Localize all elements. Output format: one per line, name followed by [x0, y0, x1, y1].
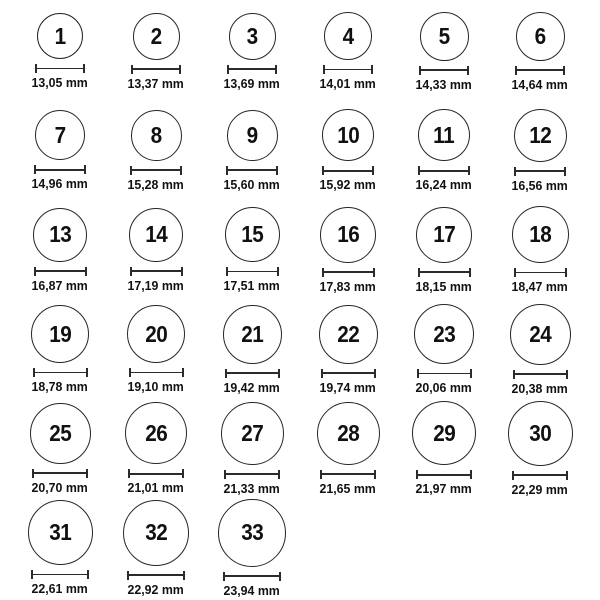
- ring-size-cell: [108, 399, 204, 498]
- ring-circle: [131, 110, 182, 161]
- ring-size-number: 13: [48, 221, 72, 248]
- ring-size-number: 8: [150, 121, 162, 148]
- ring-size-row: [12, 201, 588, 300]
- ring-circle: [33, 208, 87, 262]
- ring-circle: [508, 401, 573, 466]
- ring-size-cell: [108, 101, 204, 200]
- diameter-measure-line: [34, 267, 87, 276]
- ring-size-cell: [108, 2, 204, 101]
- ring-size-cell: [204, 2, 300, 101]
- ring-size-cell: [396, 300, 492, 399]
- ring-size-number: 9: [246, 121, 258, 148]
- diameter-measure-line: [227, 65, 277, 74]
- ring-size-cell: [12, 499, 108, 598]
- ring-size-cell: [396, 399, 492, 498]
- diameter-measure-line: [419, 66, 469, 75]
- ring-size-number: 19: [48, 320, 72, 347]
- ring-circle: [127, 305, 185, 363]
- ring-size-cell: [12, 101, 108, 200]
- ring-circle: [133, 13, 180, 60]
- ring-circle: [512, 206, 569, 263]
- diameter-label: 15,60 mm: [223, 176, 281, 192]
- diameter-measure-line: [417, 369, 472, 378]
- diameter-measure-line: [130, 267, 183, 276]
- ring-size-row: [12, 101, 588, 200]
- ring-circle: [30, 403, 91, 464]
- diameter-label: 14,96 mm: [31, 176, 89, 192]
- diameter-measure-line: [323, 65, 373, 74]
- diameter-label: 16,87 mm: [31, 277, 89, 293]
- ring-circle: [510, 304, 571, 365]
- ring-circle: [324, 12, 372, 60]
- diameter-label: 14,64 mm: [511, 76, 569, 92]
- diameter-label: 23,94 mm: [223, 582, 281, 598]
- diameter-label: 16,56 mm: [511, 177, 569, 193]
- diameter-label: 20,38 mm: [511, 380, 569, 396]
- diameter-measure-line: [514, 167, 566, 176]
- ring-size-cell: [12, 300, 108, 399]
- ring-size-cell: [300, 2, 396, 101]
- ring-size-cell: [204, 399, 300, 498]
- diameter-measure-line: [130, 166, 182, 175]
- diameter-measure-line: [127, 571, 185, 580]
- diameter-label: 19,42 mm: [223, 379, 281, 395]
- diameter-measure-line: [512, 471, 568, 480]
- diameter-label: 17,19 mm: [127, 277, 185, 293]
- ring-size-cell: [492, 300, 588, 399]
- ring-circle: [322, 109, 374, 161]
- ring-size-cell: [492, 399, 588, 498]
- diameter-label: 20,06 mm: [415, 380, 473, 396]
- diameter-measure-line: [515, 66, 565, 75]
- ring-size-cell: [492, 2, 588, 101]
- ring-size-row: [12, 300, 588, 399]
- diameter-label: 14,01 mm: [319, 76, 377, 92]
- diameter-measure-line: [129, 368, 184, 377]
- diameter-label: 22,92 mm: [127, 581, 185, 597]
- ring-size-number: 23: [432, 320, 456, 347]
- ring-circle: [317, 402, 380, 465]
- ring-size-number: 15: [240, 221, 264, 248]
- ring-size-cell: [300, 101, 396, 200]
- diameter-measure-line: [418, 268, 471, 277]
- diameter-measure-line: [131, 65, 181, 74]
- ring-size-number: 5: [438, 22, 450, 49]
- ring-circle: [229, 13, 276, 60]
- ring-size-number: 16: [336, 221, 360, 248]
- diameter-measure-line: [321, 369, 376, 378]
- ring-size-number: 28: [336, 419, 360, 446]
- ring-circle: [227, 110, 278, 161]
- ring-circle: [420, 12, 469, 61]
- diameter-label: 13,05 mm: [31, 75, 89, 91]
- ring-circle: [516, 12, 565, 61]
- ring-size-cell: [108, 499, 204, 598]
- ring-circle: [35, 110, 85, 160]
- ring-circle: [414, 304, 474, 364]
- diameter-measure-line: [322, 166, 374, 175]
- diameter-measure-line: [226, 166, 278, 175]
- ring-circle: [123, 500, 189, 566]
- ring-circle: [218, 499, 286, 567]
- ring-size-cell: [396, 201, 492, 300]
- ring-size-number: 7: [54, 121, 66, 148]
- ring-circle: [412, 401, 476, 465]
- ring-circle: [514, 109, 567, 162]
- diameter-label: 13,37 mm: [127, 75, 185, 91]
- ring-size-cell: [204, 201, 300, 300]
- diameter-measure-line: [31, 570, 89, 579]
- ring-size-number: 18: [528, 221, 552, 248]
- diameter-label: 21,65 mm: [319, 480, 377, 496]
- diameter-measure-line: [32, 469, 88, 478]
- diameter-measure-line: [34, 165, 86, 174]
- ring-size-cell: [204, 101, 300, 200]
- ring-size-row: [12, 399, 588, 498]
- diameter-measure-line: [128, 469, 184, 478]
- diameter-label: 16,24 mm: [415, 177, 473, 193]
- ring-circle: [416, 207, 472, 263]
- diameter-label: 21,33 mm: [223, 480, 281, 496]
- diameter-label: 20,70 mm: [31, 479, 89, 495]
- ring-size-number: 21: [240, 320, 264, 347]
- diameter-label: 18,78 mm: [31, 379, 89, 395]
- diameter-label: 15,28 mm: [127, 176, 185, 192]
- diameter-label: 17,83 mm: [319, 278, 377, 294]
- diameter-measure-line: [35, 64, 85, 73]
- ring-size-cell: [108, 201, 204, 300]
- diameter-label: 15,92 mm: [319, 177, 377, 193]
- ring-circle: [223, 305, 282, 364]
- ring-size-number: 26: [144, 419, 168, 446]
- diameter-label: 19,10 mm: [127, 379, 185, 395]
- ring-circle: [37, 13, 83, 59]
- ring-circle: [31, 305, 89, 363]
- diameter-measure-line: [225, 369, 280, 378]
- ring-size-number: 4: [342, 22, 354, 49]
- ring-size-number: 20: [144, 320, 168, 347]
- ring-circle: [221, 402, 284, 465]
- diameter-measure-line: [33, 368, 88, 377]
- ring-size-number: 32: [144, 519, 168, 546]
- ring-size-cell: [300, 201, 396, 300]
- diameter-measure-line: [226, 267, 279, 276]
- ring-size-number: 2: [150, 22, 162, 49]
- diameter-label: 17,51 mm: [223, 278, 281, 294]
- ring-size-cell: [300, 399, 396, 498]
- diameter-measure-line: [416, 470, 472, 479]
- ring-size-number: 31: [48, 519, 72, 546]
- diameter-label: 22,61 mm: [31, 581, 89, 597]
- diameter-label: 18,15 mm: [415, 278, 473, 294]
- diameter-measure-line: [513, 370, 568, 379]
- ring-size-cell: [12, 399, 108, 498]
- diameter-measure-line: [224, 470, 280, 479]
- ring-size-cell: [396, 2, 492, 101]
- diameter-label: 19,74 mm: [319, 379, 377, 395]
- ring-size-number: 3: [246, 22, 258, 49]
- diameter-label: 13,69 mm: [223, 75, 281, 91]
- ring-size-cell: [204, 300, 300, 399]
- diameter-label: 18,47 mm: [511, 279, 569, 295]
- diameter-label: 21,01 mm: [127, 480, 185, 496]
- diameter-measure-line: [514, 268, 567, 277]
- ring-circle: [129, 208, 183, 262]
- ring-size-number: 1: [54, 22, 66, 49]
- ring-size-number: 10: [336, 121, 360, 148]
- diameter-measure-line: [223, 572, 281, 581]
- ring-size-number: 33: [240, 519, 264, 546]
- ring-size-row: [12, 2, 588, 101]
- ring-circle: [125, 402, 187, 464]
- ring-size-cell: [492, 201, 588, 300]
- ring-size-cell: [12, 201, 108, 300]
- ring-size-number: 24: [528, 320, 552, 347]
- diameter-label: 14,33 mm: [415, 76, 473, 92]
- diameter-measure-line: [322, 268, 375, 277]
- diameter-label: 22,29 mm: [511, 481, 569, 497]
- ring-size-cell: [492, 101, 588, 200]
- ring-circle: [319, 305, 378, 364]
- ring-circle: [28, 500, 93, 565]
- ring-size-cell: [108, 300, 204, 399]
- ring-size-cell: [12, 2, 108, 101]
- diameter-label: 21,97 mm: [415, 481, 473, 497]
- ring-size-number: 12: [528, 121, 552, 148]
- ring-size-number: 22: [336, 320, 360, 347]
- ring-size-number: 6: [534, 22, 546, 49]
- ring-size-number: 25: [48, 419, 72, 446]
- ring-circle: [418, 109, 470, 161]
- ring-size-number: 17: [432, 221, 456, 248]
- ring-size-row: [12, 499, 588, 598]
- ring-circle: [225, 207, 280, 262]
- ring-size-number: 27: [240, 419, 264, 446]
- ring-size-cell: [204, 499, 300, 598]
- diameter-measure-line: [418, 166, 470, 175]
- ring-size-number: 29: [432, 419, 456, 446]
- ring-size-cell: [300, 300, 396, 399]
- ring-size-cell: [396, 101, 492, 200]
- ring-circle: [320, 207, 376, 263]
- ring-size-number: 11: [433, 121, 455, 148]
- diameter-measure-line: [320, 470, 376, 479]
- ring-size-number: 14: [144, 221, 168, 248]
- ring-size-number: 30: [528, 419, 552, 446]
